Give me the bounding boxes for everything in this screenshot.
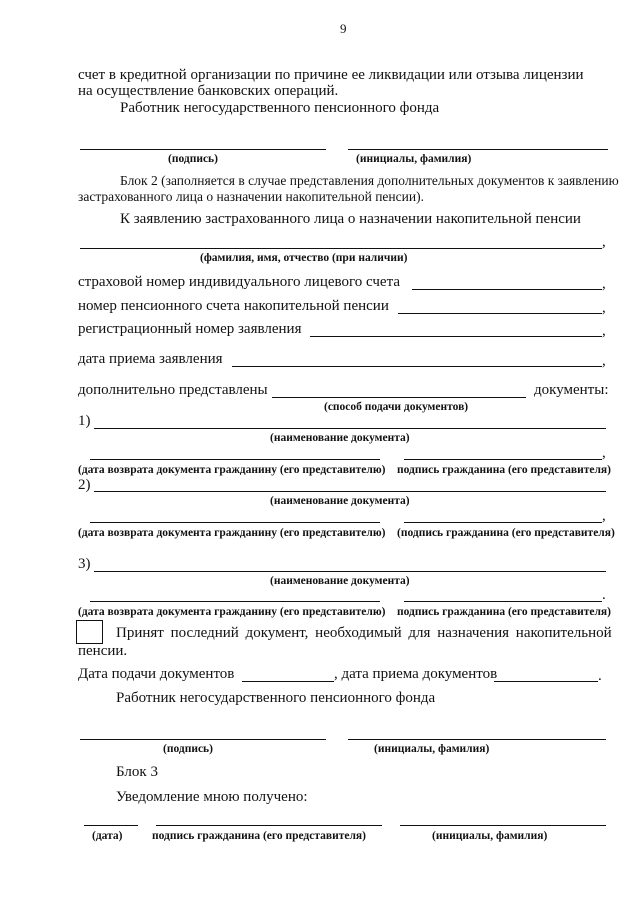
initials-caption-2: (инициалы, фамилия) bbox=[374, 743, 490, 755]
doc-3-sign-field[interactable] bbox=[404, 601, 602, 602]
method-field[interactable] bbox=[272, 397, 526, 398]
submit-date-label: Дата подачи документов bbox=[78, 666, 235, 682]
signature-line-2[interactable] bbox=[80, 739, 326, 740]
method-caption: (способ подачи документов) bbox=[324, 401, 469, 413]
doc-2-name-caption: (наименование документа) bbox=[270, 495, 410, 507]
snils-field[interactable] bbox=[412, 289, 602, 290]
snils-label: страховой номер индивидуального лицевого счета bbox=[78, 274, 400, 290]
documents-word: документы: bbox=[534, 382, 609, 398]
receive-date-label: , дата приема документов bbox=[334, 666, 498, 682]
doc-2-number: 2) bbox=[78, 477, 91, 493]
block3-sign-caption: подпись гражданина (его представителя) bbox=[152, 830, 366, 842]
block3-initials-field[interactable] bbox=[400, 825, 606, 826]
doc-3-name-field[interactable] bbox=[94, 571, 606, 572]
doc-2-sign-field[interactable] bbox=[404, 522, 602, 523]
submit-date-field[interactable] bbox=[242, 681, 334, 682]
block2-heading: К заявлению застрахованного лица о назначении накопительной пенсии bbox=[120, 211, 581, 227]
comma: , bbox=[602, 323, 606, 339]
block3-date-caption: (дата) bbox=[92, 830, 123, 842]
doc-2-name-field[interactable] bbox=[94, 491, 606, 492]
signature-caption: (подпись) bbox=[168, 153, 218, 165]
doc-1-sign-caption: подпись гражданина (его представителя) bbox=[397, 464, 611, 476]
accept-date-label: дата приема заявления bbox=[78, 351, 223, 367]
comma: , bbox=[602, 300, 606, 316]
period: . bbox=[602, 587, 606, 603]
doc-3-name-caption: (наименование документа) bbox=[270, 575, 410, 587]
doc-3-return-caption: (дата возврата документа гражданину (его представителю) bbox=[78, 606, 386, 618]
initials-line-2[interactable] bbox=[348, 739, 606, 740]
doc-1-return-caption: (дата возврата документа гражданину (его представителю) bbox=[78, 464, 386, 476]
comma: , bbox=[602, 445, 606, 461]
fio-caption: (фамилия, имя, отчество (при наличии) bbox=[200, 252, 408, 264]
additional-label: дополнительно представлены bbox=[78, 382, 268, 398]
comma: , bbox=[602, 353, 606, 369]
checkbox-label-line-2: пенсии. bbox=[78, 643, 128, 659]
comma: , bbox=[602, 276, 606, 292]
doc-2-return-caption: (дата возврата документа гражданину (его представителю) bbox=[78, 527, 386, 539]
block2-intro-line-1: Блок 2 (заполняется в случае представления дополнительных документов к заявлению bbox=[120, 173, 619, 188]
doc-3-return-field[interactable] bbox=[90, 601, 380, 602]
checkbox-label-line-1: Принят последний документ, необходимый для назначения накопительной bbox=[116, 625, 612, 641]
page-number: 9 bbox=[340, 21, 347, 36]
block3-initials-caption: (инициалы, фамилия) bbox=[432, 830, 548, 842]
worker-label-2: Работник негосударственного пенсионного фонда bbox=[116, 690, 436, 706]
block2-intro-line-2: застрахованного лица о назначении накопительной пенсии). bbox=[78, 189, 424, 204]
paragraph-line-1: счет в кредитной организации по причине ее ликвидации или отзыва лицензии bbox=[78, 67, 584, 83]
reg-number-field[interactable] bbox=[310, 336, 602, 337]
doc-1-return-field[interactable] bbox=[90, 459, 380, 460]
accept-date-field[interactable] bbox=[232, 366, 602, 367]
account-field[interactable] bbox=[398, 313, 602, 314]
last-document-checkbox[interactable] bbox=[76, 620, 103, 644]
signature-line[interactable] bbox=[80, 149, 326, 150]
fio-line[interactable] bbox=[80, 248, 602, 249]
doc-3-sign-caption: подпись гражданина (его представителя) bbox=[397, 606, 611, 618]
account-label: номер пенсионного счета накопительной пенсии bbox=[78, 298, 389, 314]
doc-1-name-caption: (наименование документа) bbox=[270, 432, 410, 444]
doc-1-sign-field[interactable] bbox=[404, 459, 602, 460]
signature-caption-2: (подпись) bbox=[163, 743, 213, 755]
block3-sign-field[interactable] bbox=[156, 825, 382, 826]
block3-title: Блок 3 bbox=[116, 764, 158, 780]
paragraph-line-2: на осуществление банковских операций. bbox=[78, 83, 339, 99]
initials-line[interactable] bbox=[348, 149, 608, 150]
period: . bbox=[598, 668, 602, 684]
doc-2-return-field[interactable] bbox=[90, 522, 380, 523]
reg-number-label: регистрационный номер заявления bbox=[78, 321, 302, 337]
block3-date-field[interactable] bbox=[84, 825, 138, 826]
doc-1-number: 1) bbox=[78, 413, 91, 429]
comma: , bbox=[602, 508, 606, 524]
comma: , bbox=[602, 234, 606, 250]
doc-3-number: 3) bbox=[78, 556, 91, 572]
initials-caption: (инициалы, фамилия) bbox=[356, 153, 472, 165]
receive-date-field[interactable] bbox=[494, 681, 598, 682]
worker-label: Работник негосударственного пенсионного фонда bbox=[120, 100, 440, 116]
doc-1-name-field[interactable] bbox=[94, 428, 606, 429]
notice-text: Уведомление мною получено: bbox=[116, 789, 308, 805]
doc-2-sign-caption: (подпись гражданина (его представителя) bbox=[397, 527, 615, 539]
